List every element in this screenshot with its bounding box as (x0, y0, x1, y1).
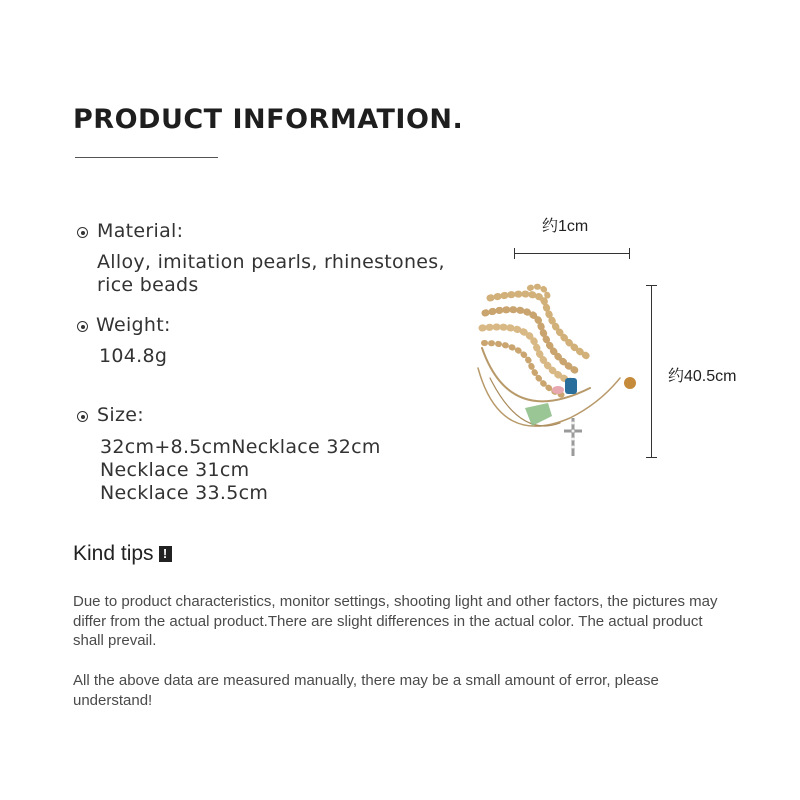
height-dimension-line (651, 285, 652, 458)
kind-tips-title: Kind tips (73, 542, 154, 565)
bullet-icon (77, 321, 88, 332)
size-line: Necklace 33.5cm (100, 482, 269, 504)
title-underline (75, 157, 218, 158)
material-value (97, 251, 445, 297)
material-label: Material: (97, 220, 184, 242)
bullet-icon (77, 411, 88, 422)
weight-value (99, 345, 167, 368)
weight-label: Weight: (96, 314, 171, 336)
width-dimension-line (514, 253, 630, 254)
size-line: 32cm+8.5cmNecklace 32cm (100, 436, 381, 458)
kind-tips-heading (73, 542, 172, 566)
exclamation-icon: ! (159, 546, 172, 562)
width-dimension-tick (629, 248, 630, 259)
weight-text: 104.8g (99, 345, 168, 367)
tips-paragraph-2: All the above data are measured manually, there may be a small amount of error, please understand! (73, 672, 659, 709)
material-line: Alloy, imitation pearls, rhinestones, (97, 251, 445, 273)
width-dimension-tick (514, 248, 515, 259)
size-line: Necklace 31cm (100, 459, 250, 481)
page-title: PRODUCT INFORMATION. (73, 104, 464, 135)
material-line: rice beads (97, 274, 199, 296)
height-dimension-label: 约40.5cm (668, 368, 737, 385)
tips-paragraph-1: Due to product characteristics, monitor settings, shooting light and other factors, the pictures may differ from the actual product.There are slight differences in the actual color. The actual product shall prevail. (73, 593, 718, 649)
size-label: Size: (97, 404, 144, 426)
bullet-icon (77, 227, 88, 238)
width-dimension-label: 约1cm (542, 218, 589, 235)
size-value (100, 436, 381, 505)
product-necklace-image (470, 278, 650, 468)
